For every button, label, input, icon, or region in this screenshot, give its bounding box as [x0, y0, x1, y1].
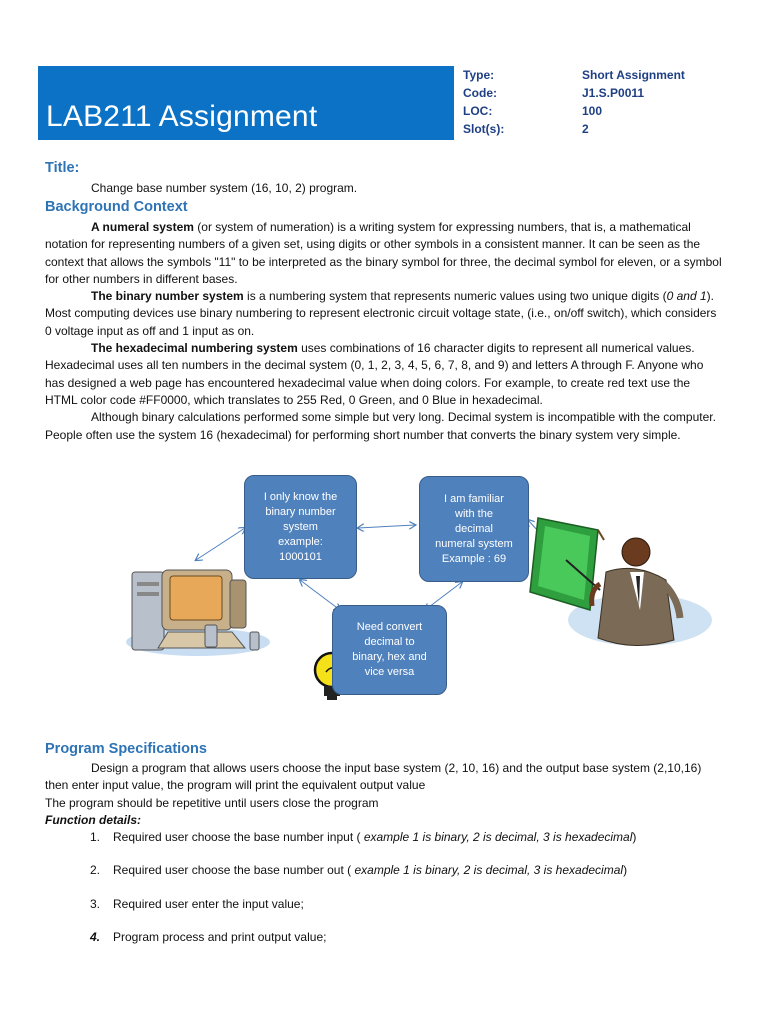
box-text: I only know the binary number system example: 1000101 [263, 490, 338, 563]
meta-value: Short Assignment [582, 68, 685, 82]
teacher-icon [530, 518, 712, 646]
illustration-diagram [0, 460, 768, 730]
connector-line [358, 525, 415, 528]
specs-repetitive: The program should be repetitive until users close the program [45, 795, 379, 810]
paragraph-binary-system [45, 288, 725, 340]
specs-heading: Program Specifications [45, 741, 207, 757]
meta-label: Slot(s): [463, 122, 505, 136]
list-number: 4. [90, 930, 101, 944]
meta-row-slots [463, 120, 763, 138]
convert-need-box [332, 605, 447, 695]
meta-value: 100 [582, 104, 603, 118]
binary-knowledge-box [244, 475, 357, 579]
meta-value: J1.S.P0011 [582, 86, 645, 100]
list-item [90, 863, 627, 877]
term-hex-system: The hexadecimal numbering system [91, 341, 298, 356]
list-example: example 1 is binary, 2 is decimal, 3 is hexadecimal [354, 863, 624, 877]
list-end: ) [623, 863, 628, 877]
list-item [90, 897, 304, 911]
meta-label: Code: [463, 86, 497, 100]
list-item [90, 830, 636, 844]
specs-paragraphs [45, 760, 725, 829]
paragraph-hex-system [45, 340, 725, 409]
decimal-knowledge-box [419, 476, 529, 582]
function-details-label: Function details: [45, 812, 141, 827]
list-text: Required user choose the base number input ( [113, 830, 364, 844]
meta-row-code [463, 84, 763, 102]
paragraph-text: ). Most computing devices use binary numbering to represent electronic circuit voltage state, (i.e., on/off switch), which considers 0 voltage input as off and 1 input as on. [45, 289, 717, 338]
list-text: Required user choose the base number out ( [113, 863, 355, 877]
list-number: 2. [90, 863, 101, 877]
connector-line [300, 580, 340, 610]
paragraph-text: (or system of numeration) is a writing system for expressing numbers, that is, a mathematical notation for representing numbers of a given set, using digits or other symbols in a consistent manner. It can be seen as the context that allows the symbols "11" to be interpreted as the binary symbol for three, the decimal symbol for eleven, or a symbol for other numbers in different bases. [45, 220, 722, 286]
meta-row-type [463, 66, 763, 84]
function-details-heading [45, 812, 725, 829]
term-numeral-system: A numeral system [91, 220, 194, 234]
paragraph-numeral-system [45, 219, 725, 288]
background-heading: Background Context [45, 199, 188, 215]
term-binary-system: The binary number system [91, 289, 244, 304]
title-value: Change base number system (16, 10, 2) program. [91, 181, 358, 195]
title-heading: Title: [45, 160, 80, 176]
paragraph-conclusion [45, 409, 725, 444]
binary-digits: 0 and 1 [666, 289, 707, 304]
meta-value: 2 [582, 122, 589, 136]
page-title: LAB211 Assignment [46, 100, 318, 133]
list-text: Required user enter the input value; [113, 897, 304, 911]
meta-label: Type: [463, 68, 495, 82]
computer-icon [126, 570, 270, 656]
paragraph-text: Although binary calculations performed some simple but very long. Decimal system is incompatible with the computer. People often use the system 16 (hexadecimal) for performing short number that converts the binary system very simple. [45, 410, 716, 442]
header-band [38, 66, 454, 140]
assignment-meta [463, 66, 763, 138]
paragraph-text: is a numbering system that represents numeric values using two unique digits ( [243, 289, 667, 304]
box-text: Need convert decimal to binary, hex and vice versa [352, 621, 427, 678]
list-number: 1. [90, 830, 101, 844]
connector-line [196, 528, 245, 560]
meta-row-loc [463, 102, 763, 120]
paragraph-text: Design a program that allows users choose the input base system (2, 10, 16) and the output base system (2,10,16) then enter input value, the program will print the equivalent output value [45, 761, 702, 793]
meta-label: LOC: [463, 104, 493, 118]
list-example: example 1 is binary, 2 is decimal, 3 is hexadecimal [363, 830, 633, 844]
title-text [45, 180, 725, 197]
box-text: I am familiar with the decimal numeral system Example : 69 [435, 492, 513, 565]
paragraph-text: uses combinations of 16 character digits to represent all numerical values. Hexadecimal uses all ten numbers in the decimal system (0, 1, 2, 3, 4, 5, 6, 7, 8, and 9) and letters A through F. Anyone who has designed a web page has encountered hexadecimal value when doing colors. For example, to create red text use the HTML color code #FF0000, which translates to 255 Red, 0 Green, and 0 Blue in hexadecimal. [45, 341, 704, 407]
specs-description [45, 760, 725, 795]
background-paragraphs [45, 219, 725, 444]
list-end: ) [632, 830, 637, 844]
list-item [90, 930, 326, 944]
list-number: 3. [90, 897, 101, 911]
list-text: Program process and print output value; [113, 930, 327, 944]
